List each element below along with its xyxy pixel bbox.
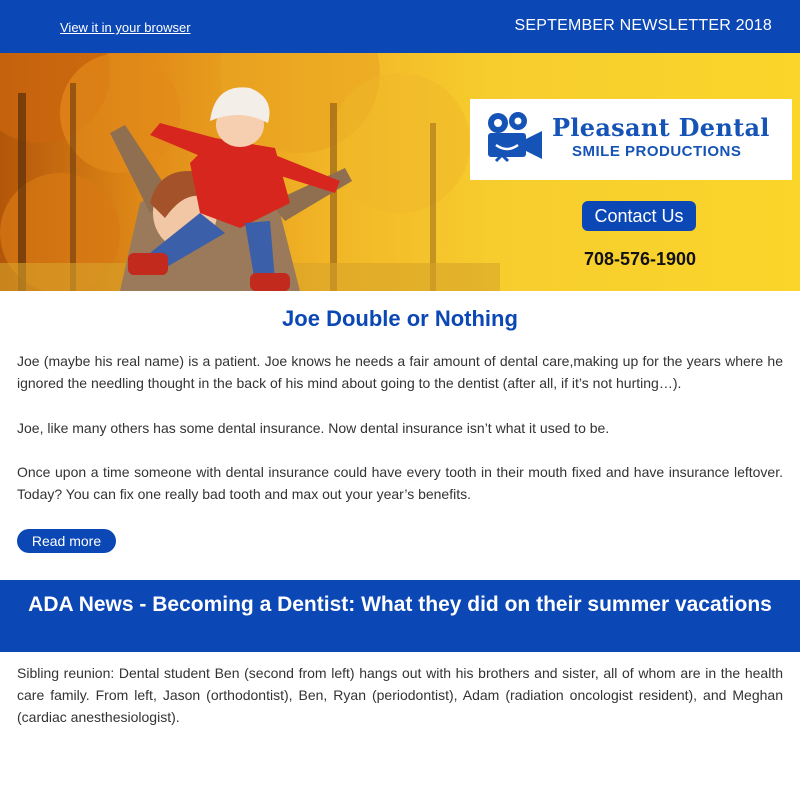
mother-child-photo — [0, 53, 520, 291]
logo-box — [470, 99, 792, 180]
article-title: Joe Double or Nothing — [282, 306, 518, 331]
film-camera-icon — [482, 109, 546, 169]
view-in-browser-link[interactable]: View it in your browser — [60, 20, 191, 35]
article-paragraph: Once upon a time someone with dental insurance could have every tooth in their mouth fixed and have insurance leftover. Today? You can fix one really bad tooth and max out your year’s benefits. — [17, 464, 783, 502]
brand-tagline: SMILE PRODUCTIONS — [572, 143, 742, 160]
phone-number[interactable]: 708-576-1900 — [583, 249, 697, 269]
newsletter-title: SEPTEMBER NEWSLETTER 2018 — [514, 17, 772, 34]
contact-us-button[interactable]: Contact Us — [582, 201, 696, 231]
hero-banner — [0, 53, 800, 291]
read-more-button[interactable]: Read more — [17, 529, 116, 553]
article-paragraph: Joe (maybe his real name) is a patient. Joe knows he needs a fair amount of dental care,making up for the years where he ignored the needling thought in the back of his mind about going to the dentist (after all, if it’s not hurting…). — [17, 353, 783, 391]
ada-news-title: ADA News - Becoming a Dentist: What they did on their summer vacations — [0, 580, 800, 652]
ada-news-paragraph: Sibling reunion: Dental student Ben (second from left) hangs out with his brothers and sister, all of whom are in the health care family. From left, Jason (orthodontist), Ben, Ryan (periodontist), Adam (radiation oncologist resident), and Meghan (cardiac anesthesiologist). — [17, 665, 783, 725]
brand-name: Pleasant Dental — [552, 113, 770, 142]
article-paragraph: Joe, like many others has some dental insurance. Now dental insurance isn’t what it used to be. — [17, 420, 610, 436]
header-bar — [0, 0, 800, 53]
